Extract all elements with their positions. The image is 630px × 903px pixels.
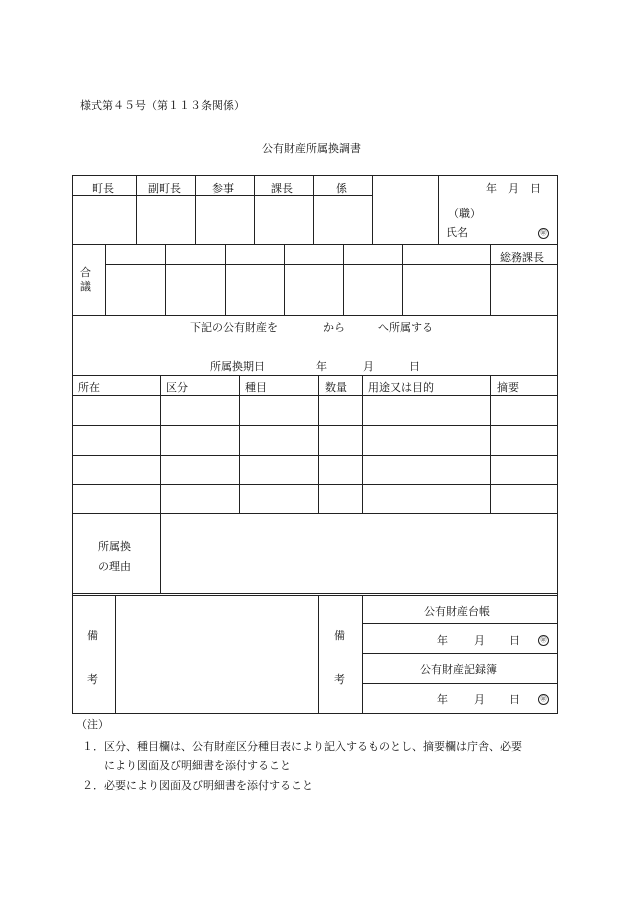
- public-property-ledger: 公有財産台帳: [424, 605, 490, 618]
- ledger-day: 日: [509, 634, 520, 647]
- consultation-general-affairs-chief: 総務課長: [500, 251, 544, 264]
- approval-col-deputy-mayor: 副町長: [148, 182, 181, 195]
- approval-position: （職）: [448, 207, 481, 220]
- reason-label-line-2: の理由: [98, 560, 131, 573]
- col-header-quantity: 数量: [325, 381, 347, 394]
- transfer-month: 月: [363, 360, 374, 373]
- transfer-day: 日: [409, 360, 420, 373]
- page-title: 公有財産所属換調書: [262, 142, 361, 155]
- register-month: 月: [474, 693, 485, 706]
- ledger-seal-icon: ㊞: [538, 632, 549, 646]
- remarks-label-left-2: 考: [87, 673, 98, 686]
- register-seal-icon: ㊞: [538, 691, 549, 705]
- col-header-type: 種目: [245, 381, 267, 394]
- approval-col-mayor: 町長: [92, 182, 114, 195]
- approval-col-staff: 係: [336, 182, 347, 195]
- approval-col-section-chief: 課長: [271, 182, 293, 195]
- form-number: 様式第４５号（第１１３条関係）: [80, 99, 245, 112]
- col-header-purpose: 用途又は目的: [368, 381, 434, 394]
- note-item-1-line-2: により図面及び明細書を添付すること: [104, 759, 291, 772]
- remarks-label-right-2: 考: [334, 673, 345, 686]
- col-header-summary: 摘要: [497, 381, 519, 394]
- register-day: 日: [509, 693, 520, 706]
- approval-date: 年 月 日: [486, 182, 541, 195]
- notes-heading: （注）: [76, 718, 109, 731]
- col-header-location: 所在: [78, 381, 100, 394]
- note-item-2: ２．必要により図面及び明細書を添付すること: [82, 779, 313, 792]
- note-item-1-line-1: １．区分、種目欄は、公有財産区分種目表により記入するものとし、摘要欄は庁舎、必要: [82, 740, 522, 753]
- ledger-year: 年: [437, 634, 448, 647]
- reason-label-line-1: 所属換: [98, 540, 131, 553]
- remarks-label-left-1: 備: [87, 629, 98, 642]
- form-frame: [72, 175, 558, 714]
- transfer-sentence-3: へ所属する: [378, 321, 433, 334]
- remarks-label-right-1: 備: [334, 629, 345, 642]
- transfer-year: 年: [316, 360, 327, 373]
- consultation-label: 合議: [80, 266, 91, 293]
- col-header-category: 区分: [166, 381, 188, 394]
- transfer-sentence-2: から: [323, 321, 345, 334]
- approval-name: 氏名: [446, 226, 468, 239]
- public-property-register: 公有財産記録簿: [420, 663, 497, 676]
- transfer-sentence-1: 下記の公有財産を: [190, 321, 278, 334]
- approval-col-councilor: 参事: [212, 182, 234, 195]
- approval-seal-icon: ㊞: [538, 225, 549, 239]
- ledger-month: 月: [474, 634, 485, 647]
- register-year: 年: [437, 693, 448, 706]
- transfer-date-label: 所属換期日: [210, 360, 265, 373]
